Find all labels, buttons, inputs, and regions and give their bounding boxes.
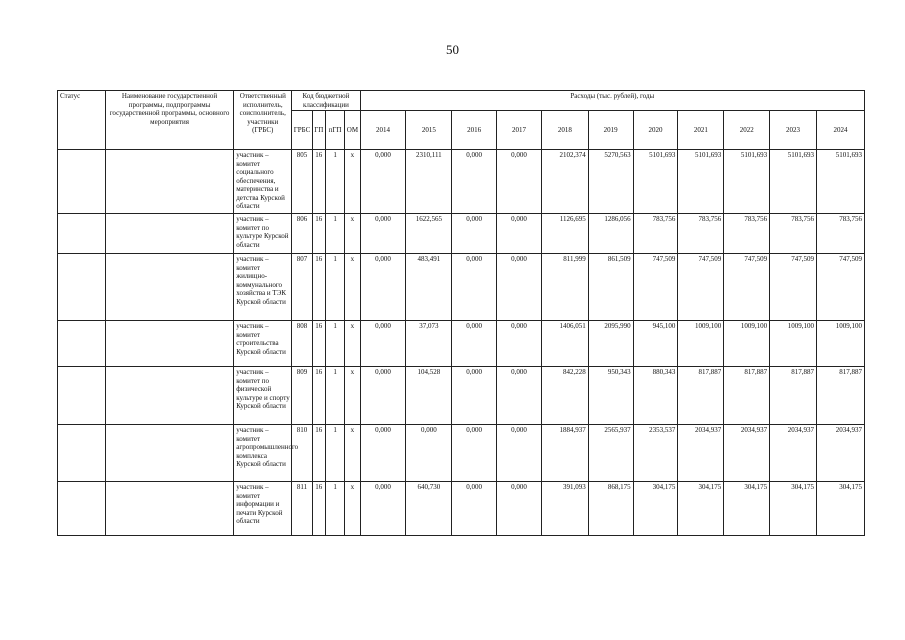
expense-value-cell: 0,000 bbox=[452, 150, 497, 214]
expense-value-cell: 747,509 bbox=[770, 254, 817, 321]
expense-value-cell: 0,000 bbox=[360, 367, 406, 425]
responsible-cell: участник – комитет информации и печати Курской области bbox=[234, 482, 292, 536]
expense-value-cell: 0,000 bbox=[497, 150, 542, 214]
code-grbs-cell: 810 bbox=[292, 425, 312, 482]
code-grbs-cell: 805 bbox=[292, 150, 312, 214]
expense-value-cell: 868,175 bbox=[588, 482, 633, 536]
expense-value-cell: 1009,100 bbox=[770, 321, 817, 367]
expense-value-cell: 0,000 bbox=[452, 214, 497, 254]
header-code-pgp: пГП bbox=[325, 111, 344, 150]
expense-value-cell: 37,073 bbox=[406, 321, 452, 367]
code-grbs-cell: 808 bbox=[292, 321, 312, 367]
responsible-cell: участник – комитет социального обеспечения, материнства и детства Курской области bbox=[234, 150, 292, 214]
expense-value-cell: 1009,100 bbox=[678, 321, 724, 367]
page-number: 50 bbox=[446, 42, 459, 57]
responsible-cell: участник – комитет строительства Курской области bbox=[234, 321, 292, 367]
expense-value-cell: 483,491 bbox=[406, 254, 452, 321]
expense-value-cell: 5101,693 bbox=[724, 150, 770, 214]
expense-value-cell: 2353,537 bbox=[633, 425, 678, 482]
expense-value-cell: 304,175 bbox=[633, 482, 678, 536]
expense-value-cell: 5101,693 bbox=[816, 150, 864, 214]
expense-value-cell: 2095,990 bbox=[588, 321, 633, 367]
expense-value-cell: 5101,693 bbox=[678, 150, 724, 214]
expense-value-cell: 2034,937 bbox=[770, 425, 817, 482]
status-cell bbox=[58, 482, 106, 536]
header-year: 2024 bbox=[816, 111, 864, 150]
expense-value-cell: 747,509 bbox=[816, 254, 864, 321]
header-year: 2023 bbox=[770, 111, 817, 150]
expense-value-cell: 2034,937 bbox=[724, 425, 770, 482]
expense-value-cell: 880,343 bbox=[633, 367, 678, 425]
code-pgp-cell: 1 bbox=[325, 254, 344, 321]
table-row bbox=[58, 150, 865, 214]
budget-table bbox=[57, 90, 865, 536]
expense-value-cell: 0,000 bbox=[360, 254, 406, 321]
expense-value-cell: 0,000 bbox=[497, 321, 542, 367]
program-name-cell bbox=[105, 214, 233, 254]
code-gp-cell: 16 bbox=[312, 254, 325, 321]
expense-value-cell: 1009,100 bbox=[816, 321, 864, 367]
expense-value-cell: 304,175 bbox=[724, 482, 770, 536]
expense-value-cell: 783,756 bbox=[678, 214, 724, 254]
status-cell bbox=[58, 254, 106, 321]
program-name-cell bbox=[105, 150, 233, 214]
expense-value-cell: 0,000 bbox=[452, 482, 497, 536]
status-cell bbox=[58, 214, 106, 254]
code-pgp-cell: 1 bbox=[325, 367, 344, 425]
code-om-cell: х bbox=[345, 214, 360, 254]
program-name-cell bbox=[105, 321, 233, 367]
header-code-om: ОМ bbox=[345, 111, 360, 150]
table-row bbox=[58, 425, 865, 482]
expense-value-cell: 0,000 bbox=[406, 425, 452, 482]
table-row bbox=[58, 254, 865, 321]
header-year: 2016 bbox=[452, 111, 497, 150]
expense-value-cell: 1884,937 bbox=[541, 425, 588, 482]
expense-value-cell: 5101,693 bbox=[770, 150, 817, 214]
code-om-cell: х bbox=[345, 254, 360, 321]
expense-value-cell: 0,000 bbox=[497, 425, 542, 482]
expense-value-cell: 2565,937 bbox=[588, 425, 633, 482]
code-om-cell: х bbox=[345, 482, 360, 536]
expense-value-cell: 0,000 bbox=[497, 482, 542, 536]
header-year: 2017 bbox=[497, 111, 542, 150]
code-gp-cell: 16 bbox=[312, 367, 325, 425]
header-row-top bbox=[58, 91, 865, 111]
code-pgp-cell: 1 bbox=[325, 482, 344, 536]
program-name-cell bbox=[105, 482, 233, 536]
table-row bbox=[58, 214, 865, 254]
program-name-cell bbox=[105, 367, 233, 425]
header-budget-code: Код бюджетной классификации bbox=[292, 91, 360, 111]
expense-value-cell: 0,000 bbox=[452, 367, 497, 425]
expense-value-cell: 0,000 bbox=[452, 425, 497, 482]
expense-value-cell: 1009,100 bbox=[724, 321, 770, 367]
code-om-cell: х bbox=[345, 425, 360, 482]
expense-value-cell: 747,509 bbox=[633, 254, 678, 321]
expense-value-cell: 5101,693 bbox=[633, 150, 678, 214]
code-gp-cell: 16 bbox=[312, 150, 325, 214]
expense-value-cell: 0,000 bbox=[452, 254, 497, 321]
expense-value-cell: 817,887 bbox=[678, 367, 724, 425]
header-year: 2021 bbox=[678, 111, 724, 150]
program-name-cell bbox=[105, 425, 233, 482]
expense-value-cell: 817,887 bbox=[724, 367, 770, 425]
expense-value-cell: 2034,937 bbox=[816, 425, 864, 482]
header-year: 2015 bbox=[406, 111, 452, 150]
expense-value-cell: 817,887 bbox=[816, 367, 864, 425]
table-row bbox=[58, 367, 865, 425]
status-cell bbox=[58, 321, 106, 367]
expense-value-cell: 783,756 bbox=[816, 214, 864, 254]
code-pgp-cell: 1 bbox=[325, 425, 344, 482]
responsible-cell: участник – комитет по физической культуре и спорту Курской области bbox=[234, 367, 292, 425]
responsible-cell: участник – комитет агропромышленного комплекса Курской области bbox=[234, 425, 292, 482]
expense-value-cell: 1622,565 bbox=[406, 214, 452, 254]
code-grbs-cell: 811 bbox=[292, 482, 312, 536]
expense-value-cell: 1126,695 bbox=[541, 214, 588, 254]
header-year: 2018 bbox=[541, 111, 588, 150]
table-row bbox=[58, 321, 865, 367]
code-om-cell: х bbox=[345, 367, 360, 425]
expense-value-cell: 817,887 bbox=[770, 367, 817, 425]
expense-value-cell: 391,093 bbox=[541, 482, 588, 536]
expense-value-cell: 1286,056 bbox=[588, 214, 633, 254]
expense-value-cell: 950,343 bbox=[588, 367, 633, 425]
expense-value-cell: 747,509 bbox=[678, 254, 724, 321]
expense-value-cell: 842,228 bbox=[541, 367, 588, 425]
header-code-gp: ГП bbox=[312, 111, 325, 150]
header-year: 2020 bbox=[633, 111, 678, 150]
code-gp-cell: 16 bbox=[312, 214, 325, 254]
program-name-cell bbox=[105, 254, 233, 321]
responsible-cell: участник – комитет по культуре Курской области bbox=[234, 214, 292, 254]
expense-value-cell: 5270,563 bbox=[588, 150, 633, 214]
table-body bbox=[58, 150, 865, 536]
status-cell bbox=[58, 425, 106, 482]
expense-value-cell: 0,000 bbox=[497, 214, 542, 254]
code-om-cell: х bbox=[345, 150, 360, 214]
expense-value-cell: 2310,111 bbox=[406, 150, 452, 214]
header-year: 2022 bbox=[724, 111, 770, 150]
expense-value-cell: 861,509 bbox=[588, 254, 633, 321]
expense-value-cell: 304,175 bbox=[770, 482, 817, 536]
header-status: Статус bbox=[58, 91, 106, 150]
responsible-cell: участник – комитет жилищно-коммунального хозяйства и ТЭК Курской области bbox=[234, 254, 292, 321]
expense-value-cell: 783,756 bbox=[633, 214, 678, 254]
code-pgp-cell: 1 bbox=[325, 150, 344, 214]
expense-value-cell: 0,000 bbox=[360, 214, 406, 254]
expense-value-cell: 104,528 bbox=[406, 367, 452, 425]
header-code-grbs: ГРБС bbox=[292, 111, 312, 150]
expense-value-cell: 0,000 bbox=[497, 254, 542, 321]
code-pgp-cell: 1 bbox=[325, 214, 344, 254]
header-responsible: Ответственный исполнитель, соисполнитель, участники (ГРБС) bbox=[234, 91, 292, 150]
header-name: Наименование государственной программы, подпрограммы государственной программы, основного мероприятия bbox=[105, 91, 233, 150]
expense-value-cell: 945,100 bbox=[633, 321, 678, 367]
code-pgp-cell: 1 bbox=[325, 321, 344, 367]
code-grbs-cell: 806 bbox=[292, 214, 312, 254]
expense-value-cell: 640,730 bbox=[406, 482, 452, 536]
expense-value-cell: 783,756 bbox=[724, 214, 770, 254]
code-om-cell: х bbox=[345, 321, 360, 367]
expense-value-cell: 304,175 bbox=[816, 482, 864, 536]
expense-value-cell: 2102,374 bbox=[541, 150, 588, 214]
expense-value-cell: 0,000 bbox=[360, 150, 406, 214]
code-grbs-cell: 809 bbox=[292, 367, 312, 425]
code-gp-cell: 16 bbox=[312, 321, 325, 367]
header-year: 2014 bbox=[360, 111, 406, 150]
expense-value-cell: 747,509 bbox=[724, 254, 770, 321]
expense-value-cell: 2034,937 bbox=[678, 425, 724, 482]
table-row bbox=[58, 482, 865, 536]
status-cell bbox=[58, 367, 106, 425]
expense-value-cell: 0,000 bbox=[452, 321, 497, 367]
expense-value-cell: 0,000 bbox=[360, 321, 406, 367]
expense-value-cell: 0,000 bbox=[360, 482, 406, 536]
expense-value-cell: 304,175 bbox=[678, 482, 724, 536]
status-cell bbox=[58, 150, 106, 214]
code-grbs-cell: 807 bbox=[292, 254, 312, 321]
expense-value-cell: 783,756 bbox=[770, 214, 817, 254]
header-year: 2019 bbox=[588, 111, 633, 150]
header-expenses: Расходы (тыс. рублей), годы bbox=[360, 91, 864, 111]
expense-value-cell: 0,000 bbox=[360, 425, 406, 482]
expense-value-cell: 0,000 bbox=[497, 367, 542, 425]
code-gp-cell: 16 bbox=[312, 425, 325, 482]
expense-value-cell: 811,999 bbox=[541, 254, 588, 321]
expense-value-cell: 1406,051 bbox=[541, 321, 588, 367]
code-gp-cell: 16 bbox=[312, 482, 325, 536]
